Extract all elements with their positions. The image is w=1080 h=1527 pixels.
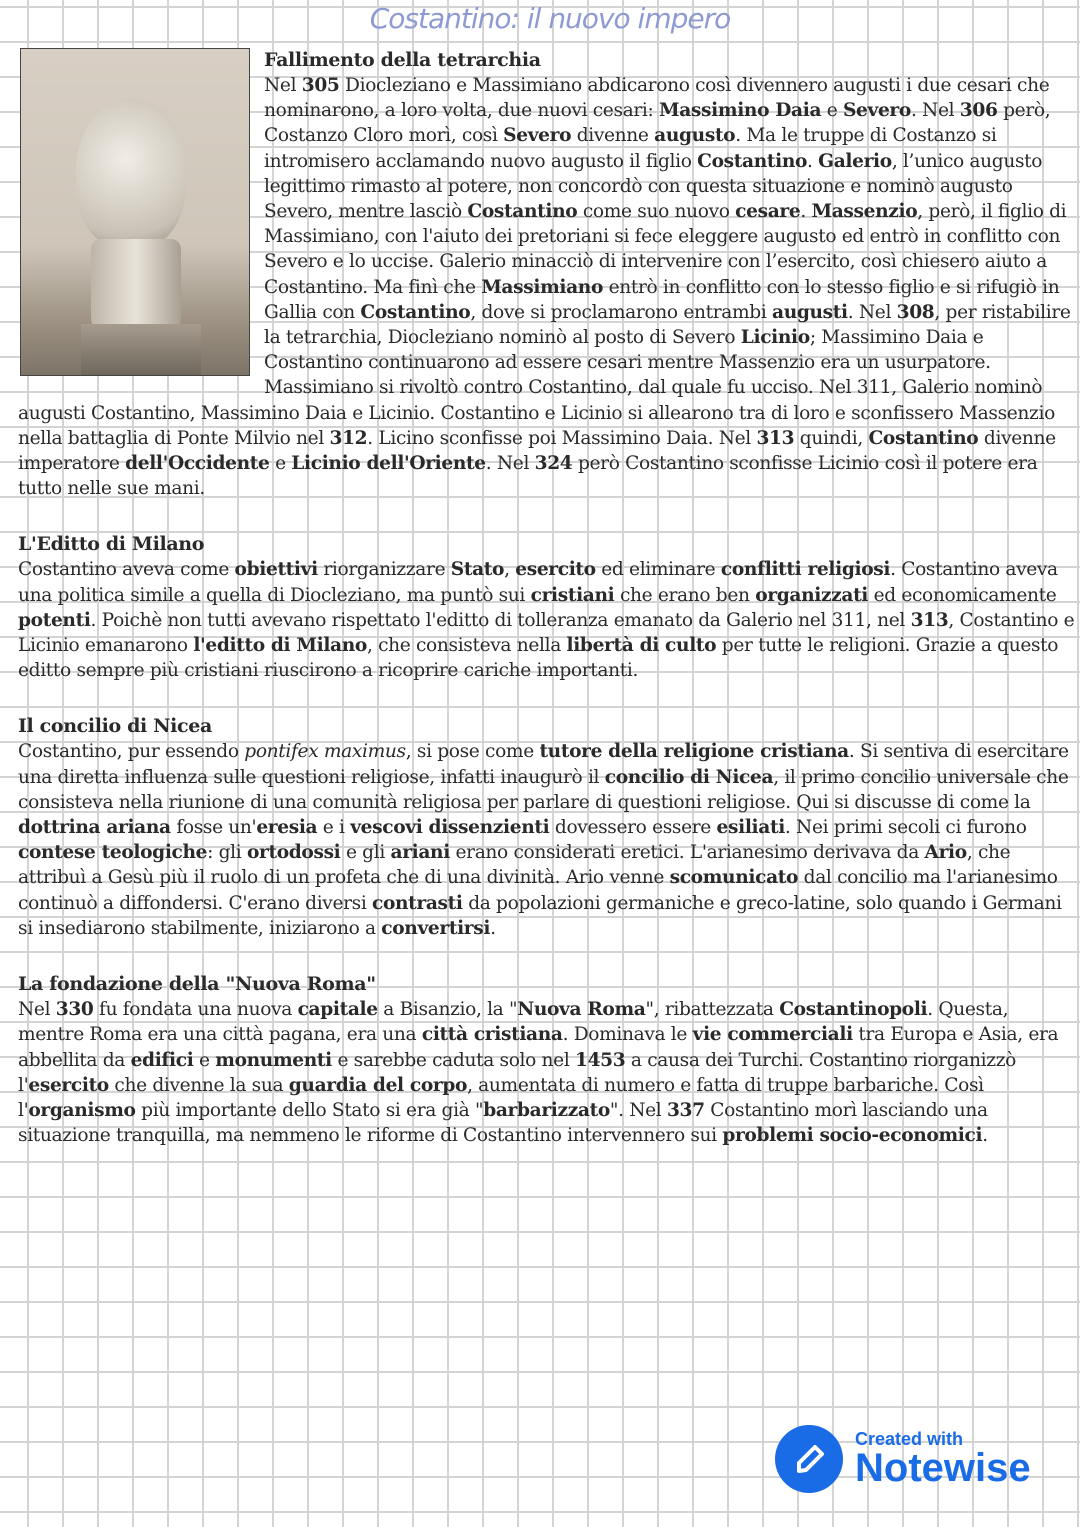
bold-text: dottrina ariana [18,817,171,839]
text: Costantino, pur essendo [18,741,245,763]
bold-text: monumenti [215,1049,332,1071]
text: ed eliminare [595,559,721,581]
bold-text: esercito [28,1074,109,1096]
text: fosse un' [170,817,257,839]
section [18,532,1078,683]
bold-text: concilio di Nicea [604,766,774,788]
text: . Licino sconfisse poi Massimino Daia. Nel [367,427,757,449]
text: , per ristabilire la tetrarchia, Diocleziano nominò al posto di Severo [264,301,1071,349]
text: erano considerati eretici. L'arianesimo derivava da [449,842,925,864]
bold-text: 1453 [574,1049,626,1071]
text: e [193,1049,216,1071]
text: Costantino morì lasciando una situazione tranquilla, ma nemmeno le riforme di Costantino intervennero sui [18,1099,988,1147]
text: e [821,100,843,122]
text: divenne imperatore [18,427,1056,475]
text: . [490,917,496,939]
text: , Costantino e Licinio emanarono [18,609,1075,657]
bold-text: Massenzio [811,201,918,223]
text: e sarebbe caduta solo nel [331,1049,575,1071]
page-title: Costantino: il nuovo impero [369,2,731,35]
bold-text: contese teologiche [18,842,208,864]
section-heading: Il concilio di Nicea [18,715,212,738]
text: . Nei primi secoli ci furono [784,817,1027,839]
text: , che attribuì a Gesù più il ruolo di un profeta che di una divinità. Ario venne [18,842,1011,889]
bold-text: Costantino [868,427,979,449]
bold-text: guardia del corpo [288,1074,468,1096]
text: Nel [18,999,56,1021]
text: , l’unico augusto legittimo rimasto al potere, non concordò con questa situazione e nominò augusto Severo, mentre lasciò [264,150,1043,223]
text: a causa dei Turchi. Costantino riorganizzò l' [18,1049,1017,1096]
notewise-logo [775,1425,1031,1493]
section [18,714,1078,941]
text: che divenne la sua [108,1074,289,1096]
pencil-icon [775,1425,843,1493]
text: . Nel [910,100,960,122]
section-heading: La fondazione della "Nuova Roma" [18,973,376,996]
bold-text: ariani [390,842,450,864]
bold-text: dell'Occidente [125,453,270,475]
bold-text: augusto [654,125,736,147]
text: però Costantino sconfisse Licinio così il potere era tutto nelle sue mani. [18,453,1038,500]
bold-text: capitale [297,999,378,1021]
bold-text: Costantino [467,201,578,223]
bold-text: conflitti religiosi [720,559,891,581]
bold-text: scomunicato [669,867,799,889]
text: e [269,453,292,475]
text: . [800,201,812,223]
bold-text: 306 [959,100,998,122]
section-paragraph [18,557,1078,683]
bold-text: cristiani [530,584,615,606]
text: , [504,559,516,581]
bold-text: 313 [756,427,795,449]
document-body [18,48,1078,1148]
constantine-statue-image [20,48,250,376]
text: : gli [207,842,247,864]
bold-text: 337 [666,1099,705,1121]
bold-text: ortodossi [246,842,341,864]
bold-text: contrasti [371,892,463,914]
bold-text: 324 [534,453,573,475]
bold-text: città cristiana [421,1024,563,1046]
bold-text: organizzati [755,584,869,606]
text: come suo nuovo [577,201,736,223]
text: . Poichè non tutti avevano rispettato l'editto di tolleranza emanato da Galerio nel 311, nel [90,609,911,631]
section-paragraph [18,997,1078,1148]
text: . Si sentiva di esercitare una diretta influenza sulle questioni religiose, infatti inaugurò il [18,741,1069,788]
text: però, Costanzo Cloro morì, così [264,100,1051,147]
bold-text: Ario [924,842,967,864]
text: , dove si proclamarono entrambi [470,301,772,323]
text: dovessero essere [549,817,717,839]
text: tra Europa e Asia, era abbellita da [18,1024,1059,1071]
bold-text: 313 [910,609,949,631]
bold-text: Stato [450,559,505,581]
text: da popolazioni germaniche e greco-latine, solo quando i Germani si insediarono stabilmente, iniziarono a [18,892,1062,939]
bold-text: Licinio dell'Oriente [291,453,486,475]
text: e i [317,817,351,839]
text: . [982,1125,988,1147]
bold-text: Massimino Daia [659,100,822,122]
text: . Nel [847,301,897,323]
bold-text: 308 [896,301,935,323]
text: ". Nel [609,1099,667,1121]
bold-text: l'editto di Milano [193,635,367,657]
italic-text: pontifex maximus [244,741,406,763]
text: fu fondata una nuova [93,999,298,1021]
bold-text: Severo [842,100,911,122]
bold-text: problemi socio-economici [722,1125,983,1147]
bold-text: cesare [735,201,801,223]
bold-text: esercito [515,559,596,581]
section-heading: L'Editto di Milano [18,533,205,556]
bold-text: barbarizzato [483,1099,610,1121]
bold-text: convertirsi [381,917,491,939]
bold-text: Galerio [818,150,892,172]
bold-text: Costantino [360,301,471,323]
text: Costantino aveva come [18,559,235,581]
bold-text: 305 [301,75,340,96]
text: ", ribattezzata [645,999,780,1021]
text: divenne [571,125,655,147]
bold-text: vescovi dissenzienti [350,817,550,839]
text: . Questa, mentre Roma era una città pagana, era una [18,999,1009,1046]
text: , si pose come [405,741,540,763]
bold-text: potenti [18,609,91,631]
text: dal concilio ma l'arianesimo continuò a diffondersi. C'erano diversi [18,867,1058,914]
bold-text: Nuova Roma [517,999,646,1021]
bold-text: 330 [55,999,94,1021]
text: Diocleziano e Massimiano abdicarono così divennero augusti i due cesari che nominarono, a loro volta, due nuovi cesari: [264,75,1050,122]
section-paragraph [18,739,1078,941]
bold-text: eresia [256,817,318,839]
text: . Nel [485,453,535,475]
text: , il primo concilio universale che consisteva nella riunione di una comunità religiosa per parlare di questioni religiose. Qui si discusse di come la [18,766,1069,813]
text: che erano ben [614,584,756,606]
text: riorganizzare [317,559,451,581]
section-heading: Fallimento della tetrarchia [264,49,541,71]
bold-text: vie commerciali [692,1024,853,1046]
text: , però, il figlio di Massimiano, con l'aiuto dei pretoriani si fece eleggere augusto ed entrò in conflitto con Severo e lo uccise. Galerio minacciò di intervenire con l’esercito, così chiesero aiuto a Costantino. Ma finì che [264,201,1067,298]
text: . [807,150,819,172]
logo-created-with: Created with [855,1429,964,1449]
bold-text: Costantino [697,150,808,172]
bold-text: Licinio [740,327,810,349]
text: ed economicamente [868,584,1057,606]
text: per tutte le religioni. Grazie a questo editto sempre più cristiani riuscirono a ricoprire cariche importanti. [18,635,1059,682]
text: a Bisanzio, la " [377,999,518,1021]
bold-text: 312 [329,427,368,449]
text: ; Massimino Daia e Costantino continuarono ad essere cesari mentre Massenzio era un usurpatore. Massimiano si rivoltò contro Costantino, dal quale fu ucciso. Nel 311, Galerio nominò augusti Costantino, Massimino Daia e Licinio. Costantino e Licinio si allearono tra di loro e sconfissero Massenzio nella battaglia di Ponte Milvio nel [18,327,1055,449]
bold-text: organismo [28,1099,136,1121]
section [18,972,1078,1148]
bold-text: tutore della religione cristiana [539,741,849,763]
bold-text: libertà di culto [566,635,717,657]
text: più importante dello Stato si era già " [135,1099,484,1121]
text: , aumentata di numero e fatta di truppe barbariche. Così l' [18,1074,984,1121]
bold-text: obiettivi [234,559,318,581]
text: . Dominava le [562,1024,693,1046]
bold-text: edifici [130,1049,194,1071]
text: . Costantino aveva una politica simile a quella di Diocleziano, ma puntò sui [18,559,1058,606]
text: quindi, [794,427,869,449]
bold-text: augusti [772,301,848,323]
logo-notewise: Notewise [855,1446,1031,1490]
bold-text: esiliati [716,817,785,839]
text: Nel [264,75,302,96]
bold-text: Costantinopoli [779,999,928,1021]
text: , che consisteva nella [366,635,567,657]
text: entrò in conflitto con lo stesso figlio e si rifugiò in Gallia con [264,276,1060,323]
bold-text: Severo [503,125,572,147]
bold-text: Massimiano [481,276,604,298]
text: e gli [340,842,391,864]
text: . Ma le truppe di Costanzo si intromisero acclamando nuovo augusto il figlio [264,125,997,172]
